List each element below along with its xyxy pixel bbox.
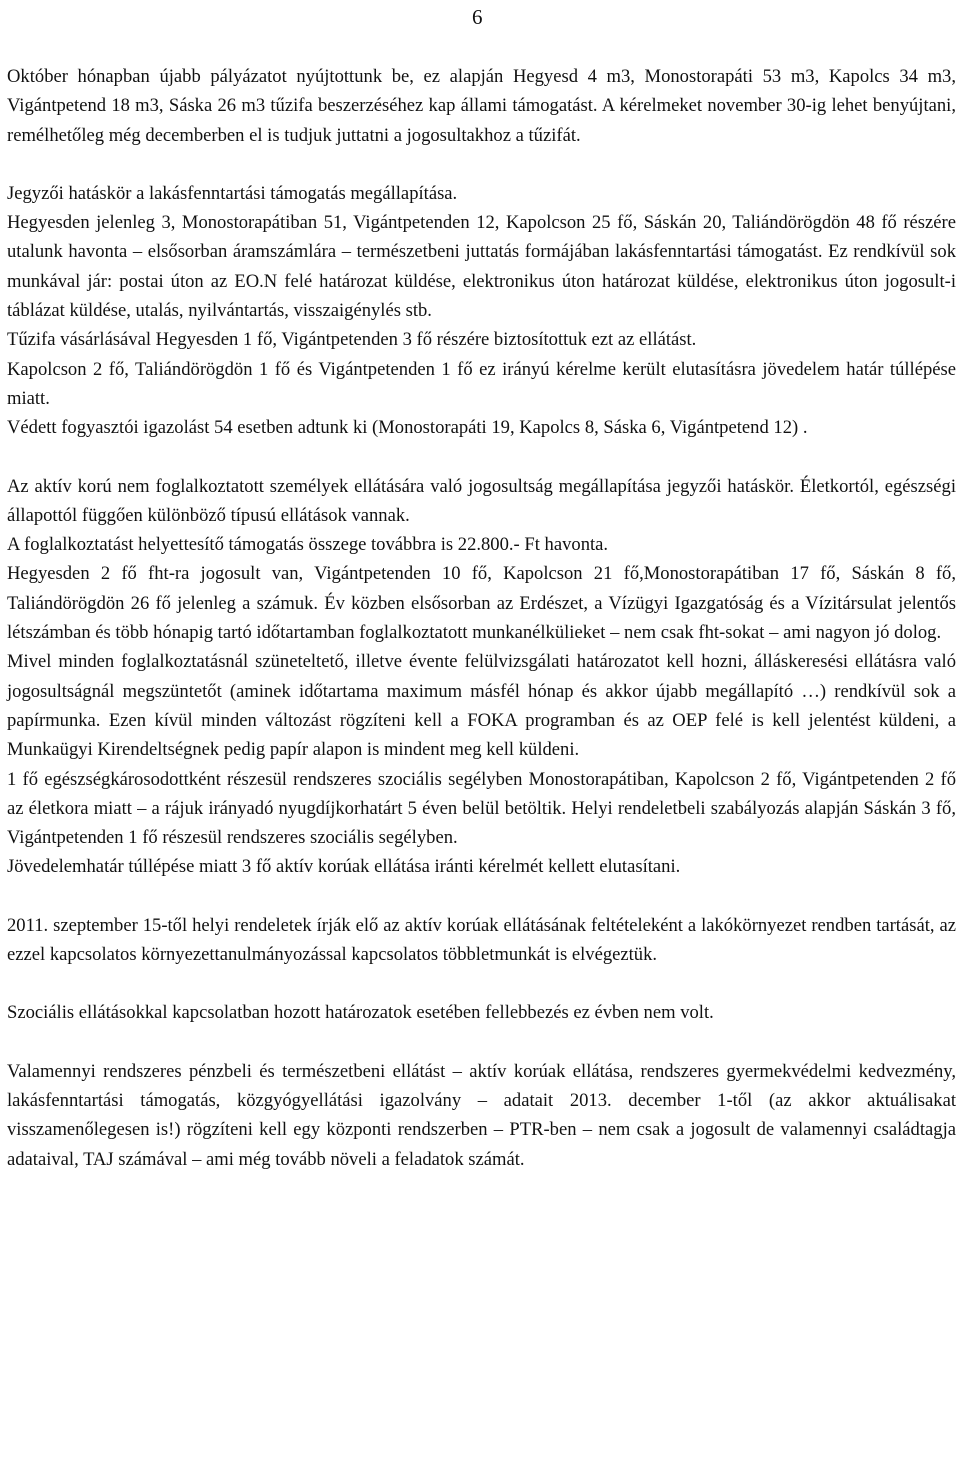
paragraph-employment-substitute-amount: A foglalkoztatást helyettesítő támogatás összege továbbra is 22.800.- Ft havonta.	[7, 534, 609, 556]
paragraph-active-age-benefit: Az aktív korú nem foglalkoztatott személyek ellátására való jogosultság megállapítása jegyzői hatáskör. Életkortól, egészségi állapottól függően különböző típusú ellátások vannak.	[7, 475, 956, 526]
paragraph-firewood-grant: Október hónapban újabb pályázatot nyújtottunk be, ez alapján Hegyesd 4 m3, Monostorapáti 53 m3, Kapolcs 34 m3, Vigántpetend 18 m3, Sáska 26 m3 tűzifa beszerzéséhez kap állami támogatást. A kérelmeket november 30-ig lehet benyújtani, remélhetőleg még decemberben el is tudjuk juttatni a jogosultakhoz a tűzifát.	[7, 66, 956, 146]
paragraph-gap	[7, 1028, 956, 1057]
paragraph-gap	[7, 969, 956, 998]
paragraph-gap	[7, 443, 956, 472]
section-heading-housing-support: Jegyzői hatáskör a lakásfenntartási támogatás megállapítása.	[7, 182, 458, 204]
paragraph-gap	[7, 882, 956, 911]
paragraph-fht-counts: Hegyesden 2 fő fht-ra jogosult van, Vigántpetenden 10 fő, Kapolcson 21 fő,Monostorapátiban 17 fő, Sáskán 8 fő, Taliándörögdön 26 fő jelenleg a számuk. Év közben elsősorban az Erdészet, a Vízügyi Igazgatóság és a Vízitársulat jelentős létszámban és több hónapig tartó időtartamban foglalkoztatott munkanélkülieket – nem csak fht-sokat – ami nagyon jó dolog.	[7, 563, 956, 644]
paragraph-ptr-system: Valamennyi rendszeres pénzbeli és természetbeni ellátást – aktív korúak ellátása, rendszeres gyermekvédelmi kedvezmény, lakásfenntartási támogatás, közgyógyellátási igazolvány – adatait 2013. december 1-től (az akkor aktuálisakat visszamenőlegesen is!) rögzíteni kell egy központi rendszerben – PTR-ben – nem csak a jogosult de valamennyi családtagja adataival, TAJ számával – ami még tovább növeli a feladatok számát.	[7, 1060, 956, 1170]
paragraph-local-decrees: 2011. szeptember 15-től helyi rendeletek írják elő az aktív korúak ellátásának feltételeként a lakókörnyezet rendben tartását, az ezzel kapcsolatos környezettanulmányozással kapcsolatos többletmunkát is elvégeztük.	[7, 914, 956, 966]
paragraph-appeals: Szociális ellátásokkal kapcsolatban hozott határozatok esetében fellebbezés ez évben nem volt.	[7, 1002, 714, 1024]
paragraph-gap	[7, 150, 956, 179]
page-number: 6	[472, 5, 483, 29]
paragraph-regular-social-aid: 1 fő egészségkárosodottként részesül rendszeres szociális segélyben Monostorapátiban, Kapolcson 2 fő, Vigántpetenden 2 fő az életkora miatt – a rájuk irányadó nyugdíjkorhatárt 5 éven belül betöltik. Helyi rendeletbeli szabályozás alapján Sáskán 3 fő, Vigántpetenden 1 fő részesül rendszeres szociális segélyben.	[7, 768, 956, 849]
paragraph-rejections: Kapolcson 2 fő, Taliándörögdön 1 fő és Vigántpetenden 1 fő ez irányú kérelme került elutasításra jövedelem határ túllépése miatt.	[7, 358, 956, 409]
paragraph-housing-support: Hegyesden jelenleg 3, Monostorapátiban 51, Vigántpetenden 12, Kapolcson 25 fő, Sáskán 20, Taliándörögdön 48 fő részére utalunk havonta – elsősorban áramszámlára – természetbeni juttatás formájában lakásfenntartási támogatást. Ez rendkívül sok munkával jár: postai úton az EO.N felé határozat küldése, elektronikus úton határozat küldése, elektronikus úton jogosult-i táblázat küldése, utalás, nyilvántartás, visszaigénylés stb.	[7, 212, 956, 322]
paragraph-protected-consumer: Védett fogyasztói igazolást 54 esetben adtunk ki (Monostorapáti 19, Kapolcs 8, Sáska 6, Vigántpetend 12) .	[7, 417, 808, 439]
paragraph-income-limit: Jövedelemhatár túllépése miatt 3 fő aktív korúak ellátása iránti kérelmét kellett elutasítani.	[7, 856, 681, 878]
document-body	[7, 62, 956, 1174]
paragraph-paperwork: Mivel minden foglalkoztatásnál szüneteltető, illetve évente felülvizsgálati határozatot kell hozni, álláskeresési ellátásra való jogosultságnál megszüntetőt (aminek időtartama maximum másfél hónap és akkor újabb megállapító …) rendkívül sok a papírmunka. Ezen kívül minden változást rögzíteni kell a FOKA programban és az OEP felé is kell jelentést küldeni, a Munkaügyi Kirendeltségnek pedig papír alapon is mindent meg kell küldeni.	[7, 651, 956, 761]
paragraph-firewood-purchase: Tűzifa vásárlásával Hegyesden 1 fő, Vigántpetenden 3 fő részére biztosítottuk ezt az ellátást.	[7, 329, 697, 351]
